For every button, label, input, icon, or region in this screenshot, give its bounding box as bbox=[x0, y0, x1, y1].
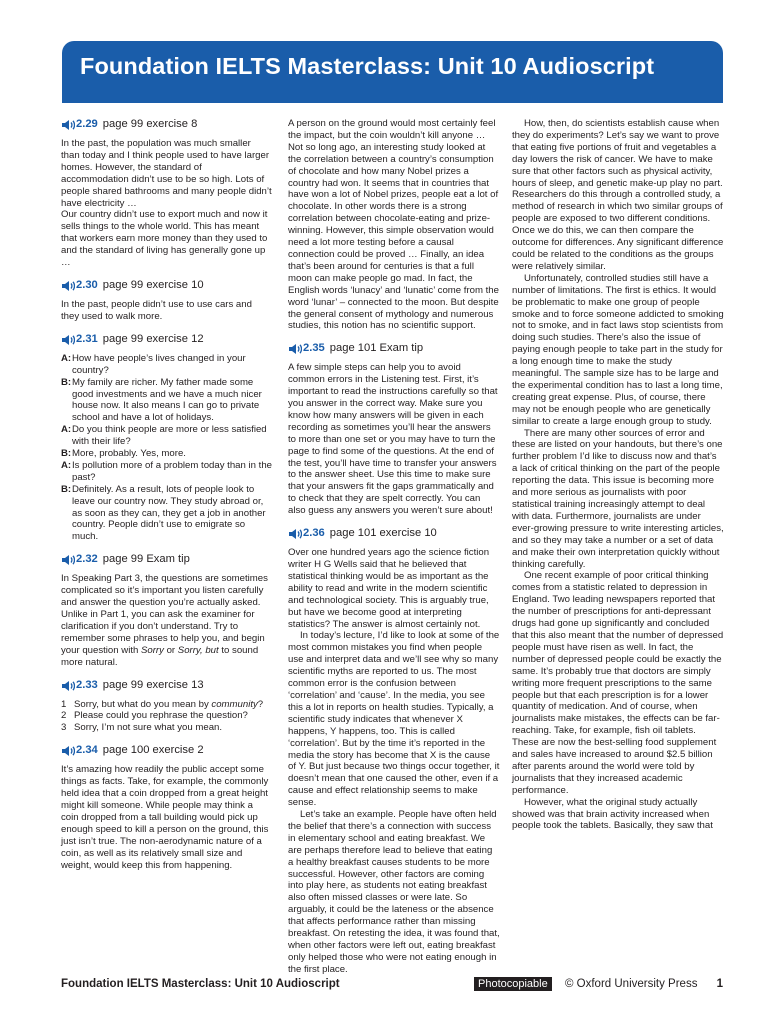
paragraph: A few simple steps can help you to avoid common errors in the Listening test. First, it’s important to read the instructions carefully so that you answer in the correct way. Make sure you know how many answers will be given in each recording as sometimes you’ll hear the answers to more than one set or you may have to turn the page to find some of the questions. At the end of the test, you’ll have time to transfer your answers to the answer sheet. Use this time to make sure that your answers fit the gaps grammatically and to check that they are spelt correctly. You can also guess any answers you weren’t sure about! bbox=[288, 362, 498, 517]
title-banner bbox=[62, 41, 723, 103]
dialogue-text: Is pollution more of a problem today than in the past? bbox=[72, 459, 272, 483]
list-item bbox=[61, 710, 272, 722]
text-run: to sound more natural. bbox=[61, 644, 259, 668]
page-number: 1 bbox=[716, 978, 723, 990]
publisher-credit: © Oxford University Press bbox=[565, 978, 698, 990]
speaker-label: A: bbox=[61, 352, 72, 364]
paragraph: However, what the original study actually showed was that brain activity increased when people took the tablets. Basically, they saw that bbox=[512, 796, 713, 832]
speaker-icon[interactable] bbox=[288, 528, 302, 540]
text-run: Sorry, I’m not sure what you mean. bbox=[74, 722, 223, 734]
dialogue-text: Do you think people are more or less satisfied with their life? bbox=[72, 424, 267, 448]
dialogue-line bbox=[61, 353, 272, 377]
dialogue-line bbox=[61, 424, 272, 448]
track-number: 2.29 bbox=[76, 118, 98, 131]
section-heading bbox=[61, 118, 272, 132]
paragraph: In today’s lecture, I’d like to look at some of the most common mistakes you find when people use and interpret data and we’ll see why so many scientific myths are reported to us. The most common error is the confusion between ‘correlation’ and ‘cause’. In the media, you see this a lot in reports on health studies. Typically, a scientific study indicates that whenever X happens, Y happens, too. This is called ‘correlation’. But by the time it’s reported in the media the story has become that X is the cause of Y. But just because two things occur together, it doesn’t mean that one caused the other, even if a cause and effect relationship seems to make sense. bbox=[288, 630, 500, 809]
item-number: 2 bbox=[61, 710, 67, 722]
text-run: In Speaking Part 3, the questions are sometimes complicated so it’s important you listen carefully and answer the question you’re actually asked. Unlike in Part 1, you can ask the examiner for clarification if you don’t understand. Try to remember some phrases to help you, and begin your question with bbox=[61, 573, 268, 656]
dialogue-text: More, probably. Yes, more. bbox=[72, 448, 186, 460]
track-number: 2.36 bbox=[303, 527, 325, 540]
list-item bbox=[61, 722, 272, 734]
paragraph: One recent example of poor critical thinking comes from a statistic related to depression in England. Two leading newspapers reported that the number of prescriptions for anti-depressant drugs had gone up significantly and concluded that this also meant that the number of depressed people must have risen as well. In fact, the number of depressed people could be exactly the same. It’s probably true that doctors are simply writing more frequent prescriptions to the same people but that each prescription is for a lower quantity of medication. And of course, when journalists make mistakes, the effects can be far-reaching. Take, for example, fish oil tablets. These are now the best-selling food supplement and sales have increased to around $2.5 billion after parents around the world were told by journalists that they increased academic performance. bbox=[512, 570, 724, 796]
paragraph: It’s amazing how readily the public accept some things as facts. Take, for example, the commonly held idea that a coin dropped from a great height might kill someone. While people may think a coin dropped from a tall building would pick up enough speed to kill a person on the ground, this just isn’t true. The non-aerodynamic nature of a coin, as well as its relatively small size and weight, would keep this from happening. bbox=[61, 764, 269, 871]
item-number: 1 bbox=[61, 698, 67, 710]
column-2 bbox=[288, 118, 500, 976]
page-title: Foundation IELTS Masterclass: Unit 10 Audioscript bbox=[80, 53, 655, 79]
photocopiable-badge: Photocopiable bbox=[474, 977, 552, 991]
section-label: page 99 exercise 10 bbox=[102, 279, 204, 292]
track-number: 2.30 bbox=[76, 279, 98, 292]
footer-title: Foundation IELTS Masterclass: Unit 10 Audioscript bbox=[61, 978, 340, 990]
speaker-icon[interactable] bbox=[61, 680, 75, 692]
dialogue-line bbox=[61, 460, 272, 484]
speaker-icon[interactable] bbox=[61, 334, 75, 346]
section-label: page 99 exercise 8 bbox=[102, 118, 198, 131]
emphasis: Sorry bbox=[141, 644, 164, 656]
emphasis: community bbox=[211, 698, 258, 710]
speaker-label: B: bbox=[61, 448, 72, 460]
section-heading bbox=[288, 527, 500, 541]
track-number: 2.31 bbox=[76, 332, 98, 345]
speaker-icon[interactable] bbox=[288, 343, 302, 355]
paragraph: A person on the ground would most certainly feel the impact, but the coin wouldn’t kill anyone … Not so long ago, an interesting study looked at the correlation between a country’s consumption of chocolate and how many Nobel prizes a country had won. It seems that in countries that have won a lot of Nobel prizes, people eat a lot of chocolate. In other words there is a strong correlation between chocolate-eating and prize-winning. However, this simple observation would need a lot more testing before a causal connection could be proved … Finally, an idea that’s been around for centuries is that a full moon can make people go mad. In fact, the English words ‘lunacy’ and ‘lunatic’ come from the word ‘lunar’ – connected to the moon. But despite the general consent of mythology and numerous studies, this notion has no scientific support. bbox=[288, 118, 499, 332]
dialogue-text: How have people’s lives changed in your country? bbox=[72, 352, 246, 376]
speaker-icon[interactable] bbox=[61, 119, 75, 131]
speaker-icon[interactable] bbox=[61, 554, 75, 566]
track-number: 2.33 bbox=[76, 678, 98, 691]
section-heading bbox=[61, 553, 272, 567]
track-number: 2.34 bbox=[76, 744, 98, 757]
section-label: page 99 exercise 12 bbox=[102, 332, 204, 345]
speaker-label: B: bbox=[61, 376, 72, 388]
item-number: 3 bbox=[61, 722, 67, 734]
section-label: page 99 exercise 13 bbox=[102, 678, 204, 691]
paragraph bbox=[61, 573, 272, 668]
dialogue-line bbox=[61, 448, 272, 460]
paragraph: In the past, people didn’t use to use cars and they used to walk more. bbox=[61, 298, 252, 322]
list-item bbox=[61, 699, 272, 711]
text-run: or bbox=[163, 644, 178, 656]
dialogue-line bbox=[61, 484, 272, 544]
section-label: page 100 exercise 2 bbox=[102, 744, 204, 757]
speaker-label: A: bbox=[61, 459, 72, 471]
section-heading bbox=[288, 342, 500, 356]
track-number: 2.35 bbox=[303, 342, 325, 355]
section-label: page 101 Exam tip bbox=[329, 342, 424, 355]
emphasis: Sorry, but bbox=[177, 644, 219, 656]
dialogue-line bbox=[61, 377, 272, 425]
section-label: page 99 Exam tip bbox=[102, 553, 190, 566]
column-1 bbox=[61, 118, 272, 871]
section-heading bbox=[61, 333, 272, 347]
speaker-icon[interactable] bbox=[61, 280, 75, 292]
dialogue-text: My family are richer. My father made some good investments and we have a much nicer house now. It also means I can go to private school and have a lot of holidays. bbox=[72, 376, 262, 424]
section-label: page 101 exercise 10 bbox=[329, 527, 437, 540]
text-run: ? bbox=[257, 698, 264, 710]
paragraph: There are many other sources of error and these are listed on your handouts, but there’s one further problem I’d like to discuss now and that’s a lack of critical thinking on the part of the people reporting the data. This issue is becoming more and more serious as journalists with poor statistical training increasingly attempt to deal with data. Furthermore, journalists are under ever-growing pressure to write interesting articles, and so they may take a number or a set of data and make their own interpretation quickly without thinking carefully. bbox=[512, 427, 724, 570]
track-number: 2.32 bbox=[76, 553, 98, 566]
section-heading bbox=[61, 679, 272, 693]
speaker-icon[interactable] bbox=[61, 745, 75, 757]
section-heading bbox=[61, 279, 272, 293]
text-run: Sorry, but what do you mean by bbox=[74, 698, 212, 710]
paragraph: Over one hundred years ago the science fiction writer H G Wells said that he believed that statistical thinking would be as important as the ability to read and write in the modern scientific and technological society. This is arguably true, but have we become good at interpreting statistics? The answer is almost certainly not. bbox=[288, 547, 490, 630]
text-run: Please could you rephrase the question? bbox=[74, 710, 248, 722]
dialogue-text: Definitely. As a result, lots of people look to leave our country now. They study abroad or, as soon as they can, they get a job in another country. People didn’t use to emigrate so much. bbox=[72, 483, 266, 543]
column-3 bbox=[512, 118, 724, 832]
paragraph: Let’s take an example. People have often held the belief that there’s a connection with success in elementary school and eating breakfast. We are perhaps therefore lead to believe that eating a healthy breakfast causes students to be more successful. However, other factors are coming into play here, as students not eating breakfast also often missed classes or were late. So arguably, it could be the lateness or the absence that affects performance rather than missing breakfast. On retesting the idea, it was found that, when other factors were left out, eating breakfast only helped those who were not eating enough in the first place. bbox=[288, 809, 500, 975]
speaker-label: A: bbox=[61, 424, 72, 436]
section-heading bbox=[61, 744, 272, 758]
paragraph: Our country didn’t use to export much and now it sells things to the whole world. This has meant that workers earn more money than they used to and the standard of living has generally gone up … bbox=[61, 209, 268, 269]
paragraph: Unfortunately, controlled studies still have a number of limitations. The first is ethics. It would be problematic to make one group of people smoke and to force someone addicted to smoking not to smoke, and in fact laws stop scientists from doing such studies. There’s also the issue of paying enough people to take part in the study for a long enough time to make the study meaningful. The sample size has to be large and the experimental condition has to last a long time, creating great expense. Plus, of course, there may not be enough people who are genetically similar to create a large enough group to study. bbox=[512, 272, 724, 427]
paragraph: How, then, do scientists establish cause when they do experiments? Let’s say we want to prove that eating five portions of fruit and vegetables a day lowers the risk of cancer. We have to make sure that other factors such as physical activity, hours of sleep, and genetic make-up play no part. Researchers do this through a controlled study, a method of research in which two similar groups of people are exposed to two different conditions. Once we do this, we can then compare the outcome for differences. Any significant difference could be related to the conditions as the groups were relatively similar. bbox=[512, 118, 724, 272]
paragraph: In the past, the population was much smaller than today and I think people used to have larger homes. However, the standard of accommodation didn’t use to be so high. Lots of people shared bathrooms and many people didn’t have electricity … bbox=[61, 138, 272, 209]
page-footer bbox=[61, 978, 723, 992]
speaker-label: B: bbox=[61, 483, 72, 495]
